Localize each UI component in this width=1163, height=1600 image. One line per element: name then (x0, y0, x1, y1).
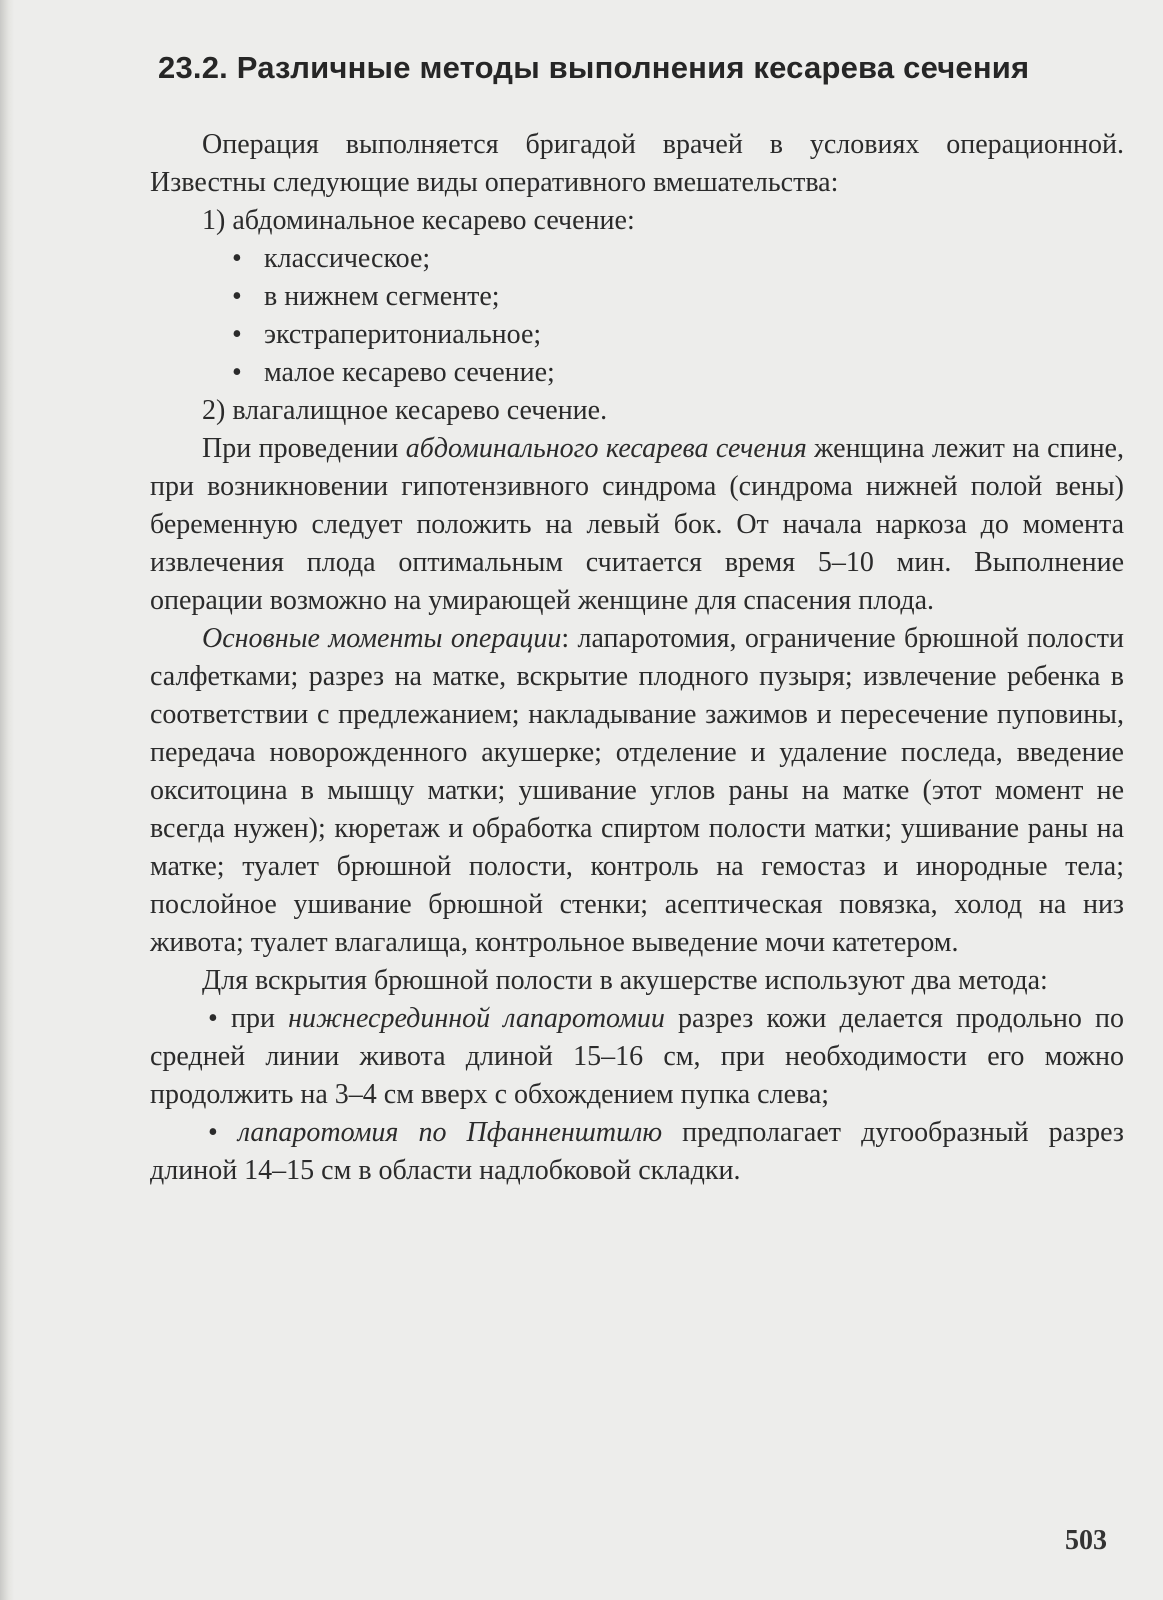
text-run: разрез кожи делается продольно по средней линии живота длиной 15–16 см, при необходимости его можно продолжить на 3–4 см вверх с обхождением пупка слева; (150, 1003, 1124, 1110)
list-item-abdominal: 1) абдоминальное кесарево сечение: (202, 205, 635, 236)
methods-paragraph: Для вскрытия брюшной полости в акушерстве используют два метода: (202, 965, 1048, 996)
text-run: женщина лежит на спине, при возникновении гипотензивного синдрома (синдрома нижней полой вены) беременную следует положить на левый бок. От начала наркоза до момента извлечения плода оптимальным считается время 5–10 мин. Выполнение операции возможно на умирающей женщине для спасения плода. (150, 433, 1124, 616)
bullet-icon: • (232, 319, 242, 350)
emphasis-term: нижнесрединной лапаротомии (288, 1003, 665, 1034)
method-pfannenstiel (150, 1114, 1124, 1190)
emphasis-term: абдоминального кесарева сечения (405, 433, 807, 464)
subitem-text: в нижнем сегменте; (264, 281, 500, 312)
page-edge (0, 0, 14, 1600)
section-heading: 23.2. Различные методы выполнения кесарева сечения (158, 50, 1030, 85)
text-run: • при (208, 1003, 289, 1034)
list-item-vaginal: 2) влагалищное кесарево сечение. (202, 395, 608, 426)
subitem-text: малое кесарево сечение; (264, 357, 555, 388)
subitem-text: экстраперитониальное; (264, 319, 542, 350)
text-run: предполагает дугообразный разрез длиной 14–15 см в области надлобковой складки. (150, 1117, 1124, 1186)
steps-paragraph (150, 620, 1124, 962)
abdominal-paragraph (150, 430, 1124, 620)
subitem-text: классическое; (264, 243, 431, 274)
page-number: 503 (1065, 1525, 1107, 1556)
bullet-icon: • (232, 243, 242, 274)
text-run: При проведении (202, 433, 406, 464)
page-content (150, 40, 1124, 1190)
list-subitem (150, 316, 1124, 354)
intro-paragraph: Операция выполняется бригадой врачей в условиях операционной. Известны следующие виды оперативного вмешательства: (150, 129, 1124, 198)
text-run: : лапаротомия, ограничение брюшной полости салфетками; разрез на матке, вскрытие плодного пузыря; извлечение ребенка в соответствии с предлежанием; накладывание зажимов и пересечение пуповины, передача новорожденного акушерке; отделение и удаление последа, введение окситоцина в мышцу матки; ушивание углов раны на матке (этот момент не всегда нужен); кюретаж и обработка спиртом полости матки; ушивание раны на матке; туалет брюшной полости, контроль на гемостаз и инородные тела; послойное ушивание брюшной стенки; асептическая повязка, холод на низ живота; туалет влагалища, контрольное выведение мочи катетером. (150, 623, 1125, 958)
emphasis-term: Основные моменты операции (202, 623, 562, 654)
list-subitem (150, 354, 1124, 392)
list-subitem (150, 278, 1124, 316)
body-text (150, 126, 1124, 1190)
bullet-icon: • (232, 281, 242, 312)
method-midline (150, 1000, 1124, 1114)
bullet-icon: • (232, 357, 242, 388)
text-run: • (208, 1117, 238, 1148)
emphasis-term: лапаротомия по Пфанненштилю (237, 1117, 663, 1148)
list-subitem (150, 240, 1124, 278)
